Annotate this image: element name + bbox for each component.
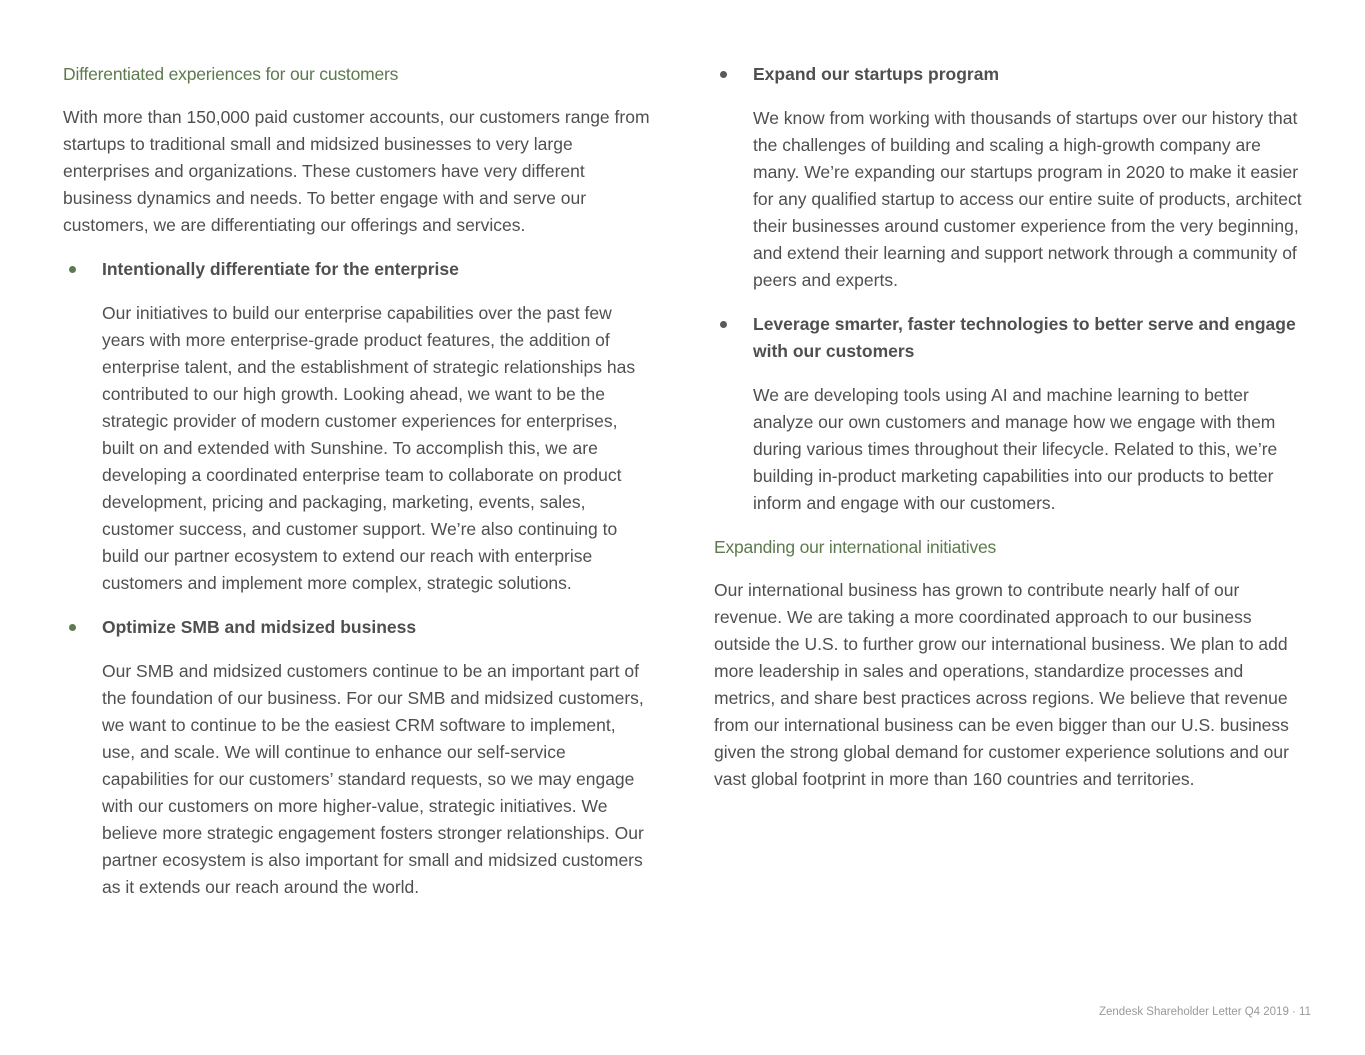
bullet-body: Our SMB and midsized customers continue to be an important part of the foundation of our business. For our SMB and midsized customers, we want to continue to be the easiest CRM software to implement, use, and scale. We will continue to enhance our self-service capabilities for our customers’ standard requests, so we may engage with our customers on more higher-value, strategic initiatives. We believe more strategic engagement fosters stronger relationships. Our partner ecosystem is also important for small and midsized customers as it extends our reach around the world.	[102, 661, 644, 897]
section-heading-international: Expanding our international initiatives	[714, 537, 997, 557]
bullet-title: Leverage smarter, faster technologies to better serve and engage with our customers	[753, 314, 1296, 361]
international-paragraph: Our international business has grown to contribute nearly half of our revenue. We are taking a more coordinated approach to our business outside the U.S. to further grow our international business. We plan to add more leadership in sales and operations, standardize processes and metrics, and share best practices across regions. We believe that revenue from our international business can be even bigger than our U.S. business given the strong global demand for customer experience solutions and our vast global footprint in more than 160 countries and territories.	[714, 580, 1289, 789]
bullet-technologies	[714, 311, 1309, 517]
bullet-body: Our initiatives to build our enterprise capabilities over the past few years with more enterprise-grade product features, the addition of enterprise talent, and the establishment of strategic relationships has contributed to our high growth. Looking ahead, we want to be the strategic provider of modern customer experiences for enterprises, built on and extended with Sunshine. To accomplish this, we are developing a coordinated enterprise team to collaborate on product development, pricing and packaging, marketing, events, sales, customer success, and customer support. We’re also continuing to build our partner ecosystem to extend our reach with enterprise customers and implement more complex, strategic solutions.	[102, 303, 636, 593]
bullet-dot-icon	[720, 321, 727, 328]
bullet-enterprise	[63, 256, 653, 597]
bullet-title: Expand our startups program	[753, 64, 1000, 84]
bullet-title: Optimize SMB and midsized business	[102, 617, 417, 637]
bullet-body: We know from working with thousands of startups over our history that the challenges of building and scaling a high-growth company are many. We’re expanding our startups program in 2020 to make it easier for any qualified startup to access our entire suite of products, architect their businesses around customer experience from the very beginning, and extend their learning and support network through a community of peers and experts.	[753, 108, 1302, 290]
left-column	[63, 61, 653, 918]
bullet-smb	[63, 614, 653, 901]
right-column	[714, 61, 1309, 810]
bullet-dot-icon	[69, 624, 76, 631]
bullet-dot-icon	[69, 266, 76, 273]
intro-paragraph: With more than 150,000 paid customer accounts, our customers range from startups to traditional small and midsized businesses to very large enterprises and organizations. These customers have very different business dynamics and needs. To better engage with and serve our customers, we are differentiating our offerings and services.	[63, 107, 650, 235]
bullet-body: We are developing tools using AI and machine learning to better analyze our own customers and manage how we engage with them during various times throughout their lifecycle. Related to this, we’re building in-product marketing capabilities into our products to better inform and engage with our customers.	[753, 385, 1278, 513]
bullet-title: Intentionally differentiate for the enterprise	[102, 259, 459, 279]
section-heading-differentiated-experiences: Differentiated experiences for our customers	[63, 64, 399, 84]
bullet-startups	[714, 61, 1309, 294]
page-footer: Zendesk Shareholder Letter Q4 2019 · 11	[1098, 1006, 1311, 1018]
bullet-dot-icon	[720, 71, 727, 78]
